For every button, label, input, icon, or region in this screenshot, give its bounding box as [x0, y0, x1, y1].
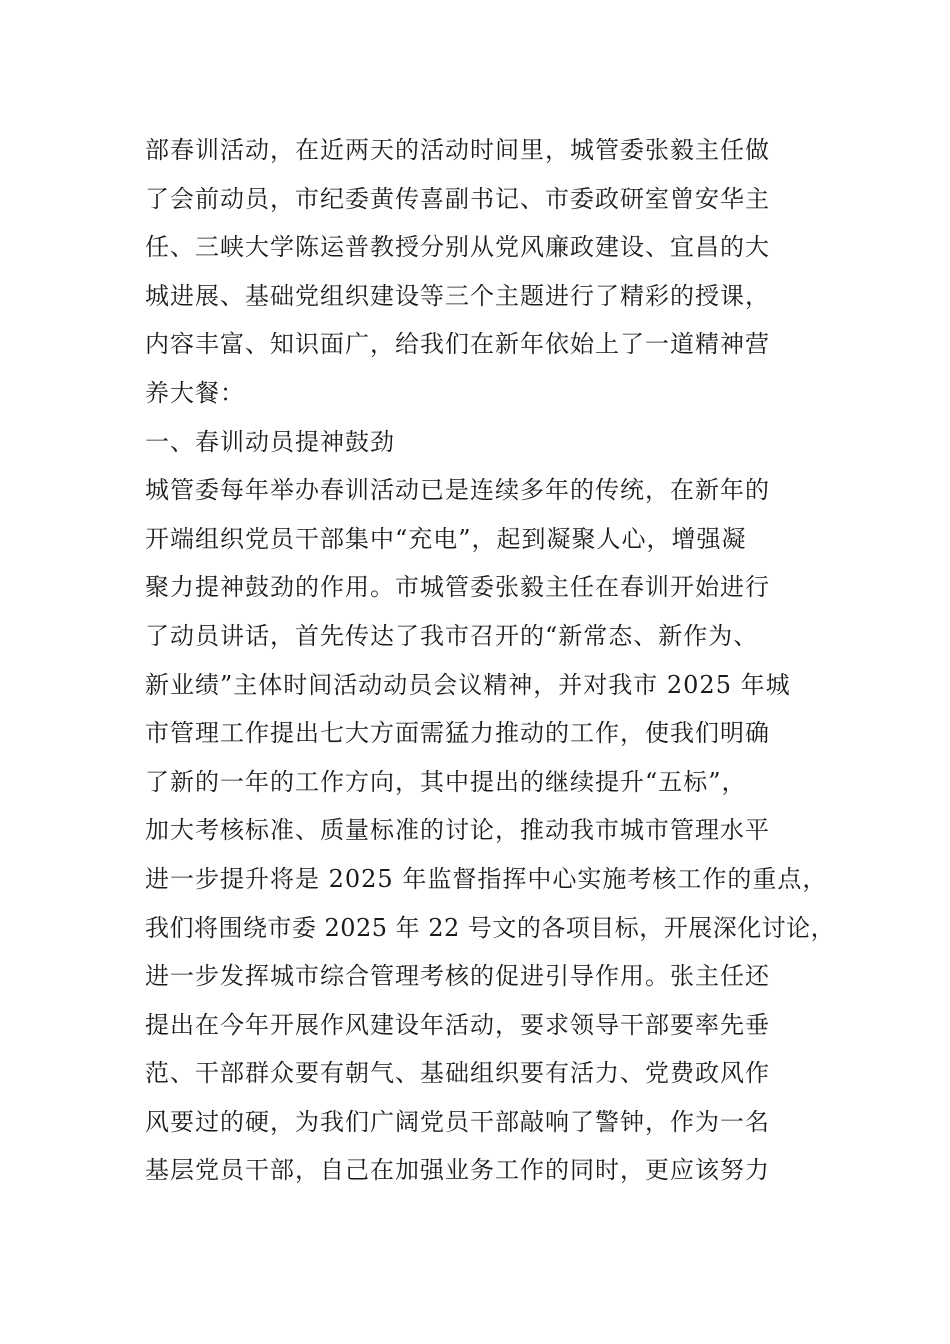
paragraph-line: 进一步提升将是 2025 年监督指挥中心实施考核工作的重点，	[145, 864, 828, 893]
paragraph-line: 风要过的硬，为我们广阔党员干部敲响了警钟，作为一名	[145, 1107, 770, 1136]
paragraph-line: 聚力提神鼓劲的作用。市城管委张毅主任在春训开始进行	[145, 573, 770, 602]
paragraph-line: 新业绩”主体时间活动动员会议精神，并对我市 2025 年城	[145, 670, 791, 699]
paragraph-line: 提出在今年开展作风建设年活动，要求领导干部要率先垂	[145, 1010, 770, 1039]
paragraph-line: 城进展、基础党组织建设等三个主题进行了精彩的授课，	[145, 281, 770, 310]
paragraph-line: 了会前动员，市纪委黄传喜副书记、市委政研室曾安华主	[145, 184, 770, 213]
document-body	[145, 126, 835, 1195]
paragraph-line: 市管理工作提出七大方面需猛力推动的工作，使我们明确	[145, 719, 770, 748]
paragraph-line: 城管委每年举办春训活动已是连续多年的传统，在新年的	[145, 476, 770, 505]
paragraph-line: 基层党员干部，自己在加强业务工作的同时，更应该努力	[145, 1156, 770, 1185]
paragraph-line: 进一步发挥城市综合管理考核的促进引导作用。张主任还	[145, 962, 770, 991]
paragraph-line: 了动员讲话，首先传达了我市召开的“新常态、新作为、	[145, 621, 759, 650]
section-heading: 一、春训动员提神鼓劲	[145, 427, 395, 456]
paragraph-line: 部春训活动，在近两天的活动时间里，城管委张毅主任做	[145, 136, 770, 164]
paragraph-line: 范、干部群众要有朝气、基础组织要有活力、党费政风作	[145, 1059, 770, 1088]
paragraph-line: 养大餐：	[145, 378, 245, 407]
paragraph-line: 了新的一年的工作方向，其中提出的继续提升“五标”，	[145, 767, 747, 796]
paragraph-line: 任、三峡大学陈运普教授分别从党风廉政建设、宜昌的大	[145, 233, 770, 262]
paragraph-line: 我们将围绕市委 2025 年 22 号文的各项目标，开展深化讨论，	[145, 913, 836, 942]
paragraph-line: 加大考核标准、质量标准的讨论，推动我市城市管理水平	[145, 816, 770, 845]
paragraph-line: 开端组织党员干部集中“充电”，起到凝聚人心，增强凝	[145, 524, 747, 553]
paragraph-line: 内容丰富、知识面广，给我们在新年依始上了一道精神营	[145, 330, 770, 359]
